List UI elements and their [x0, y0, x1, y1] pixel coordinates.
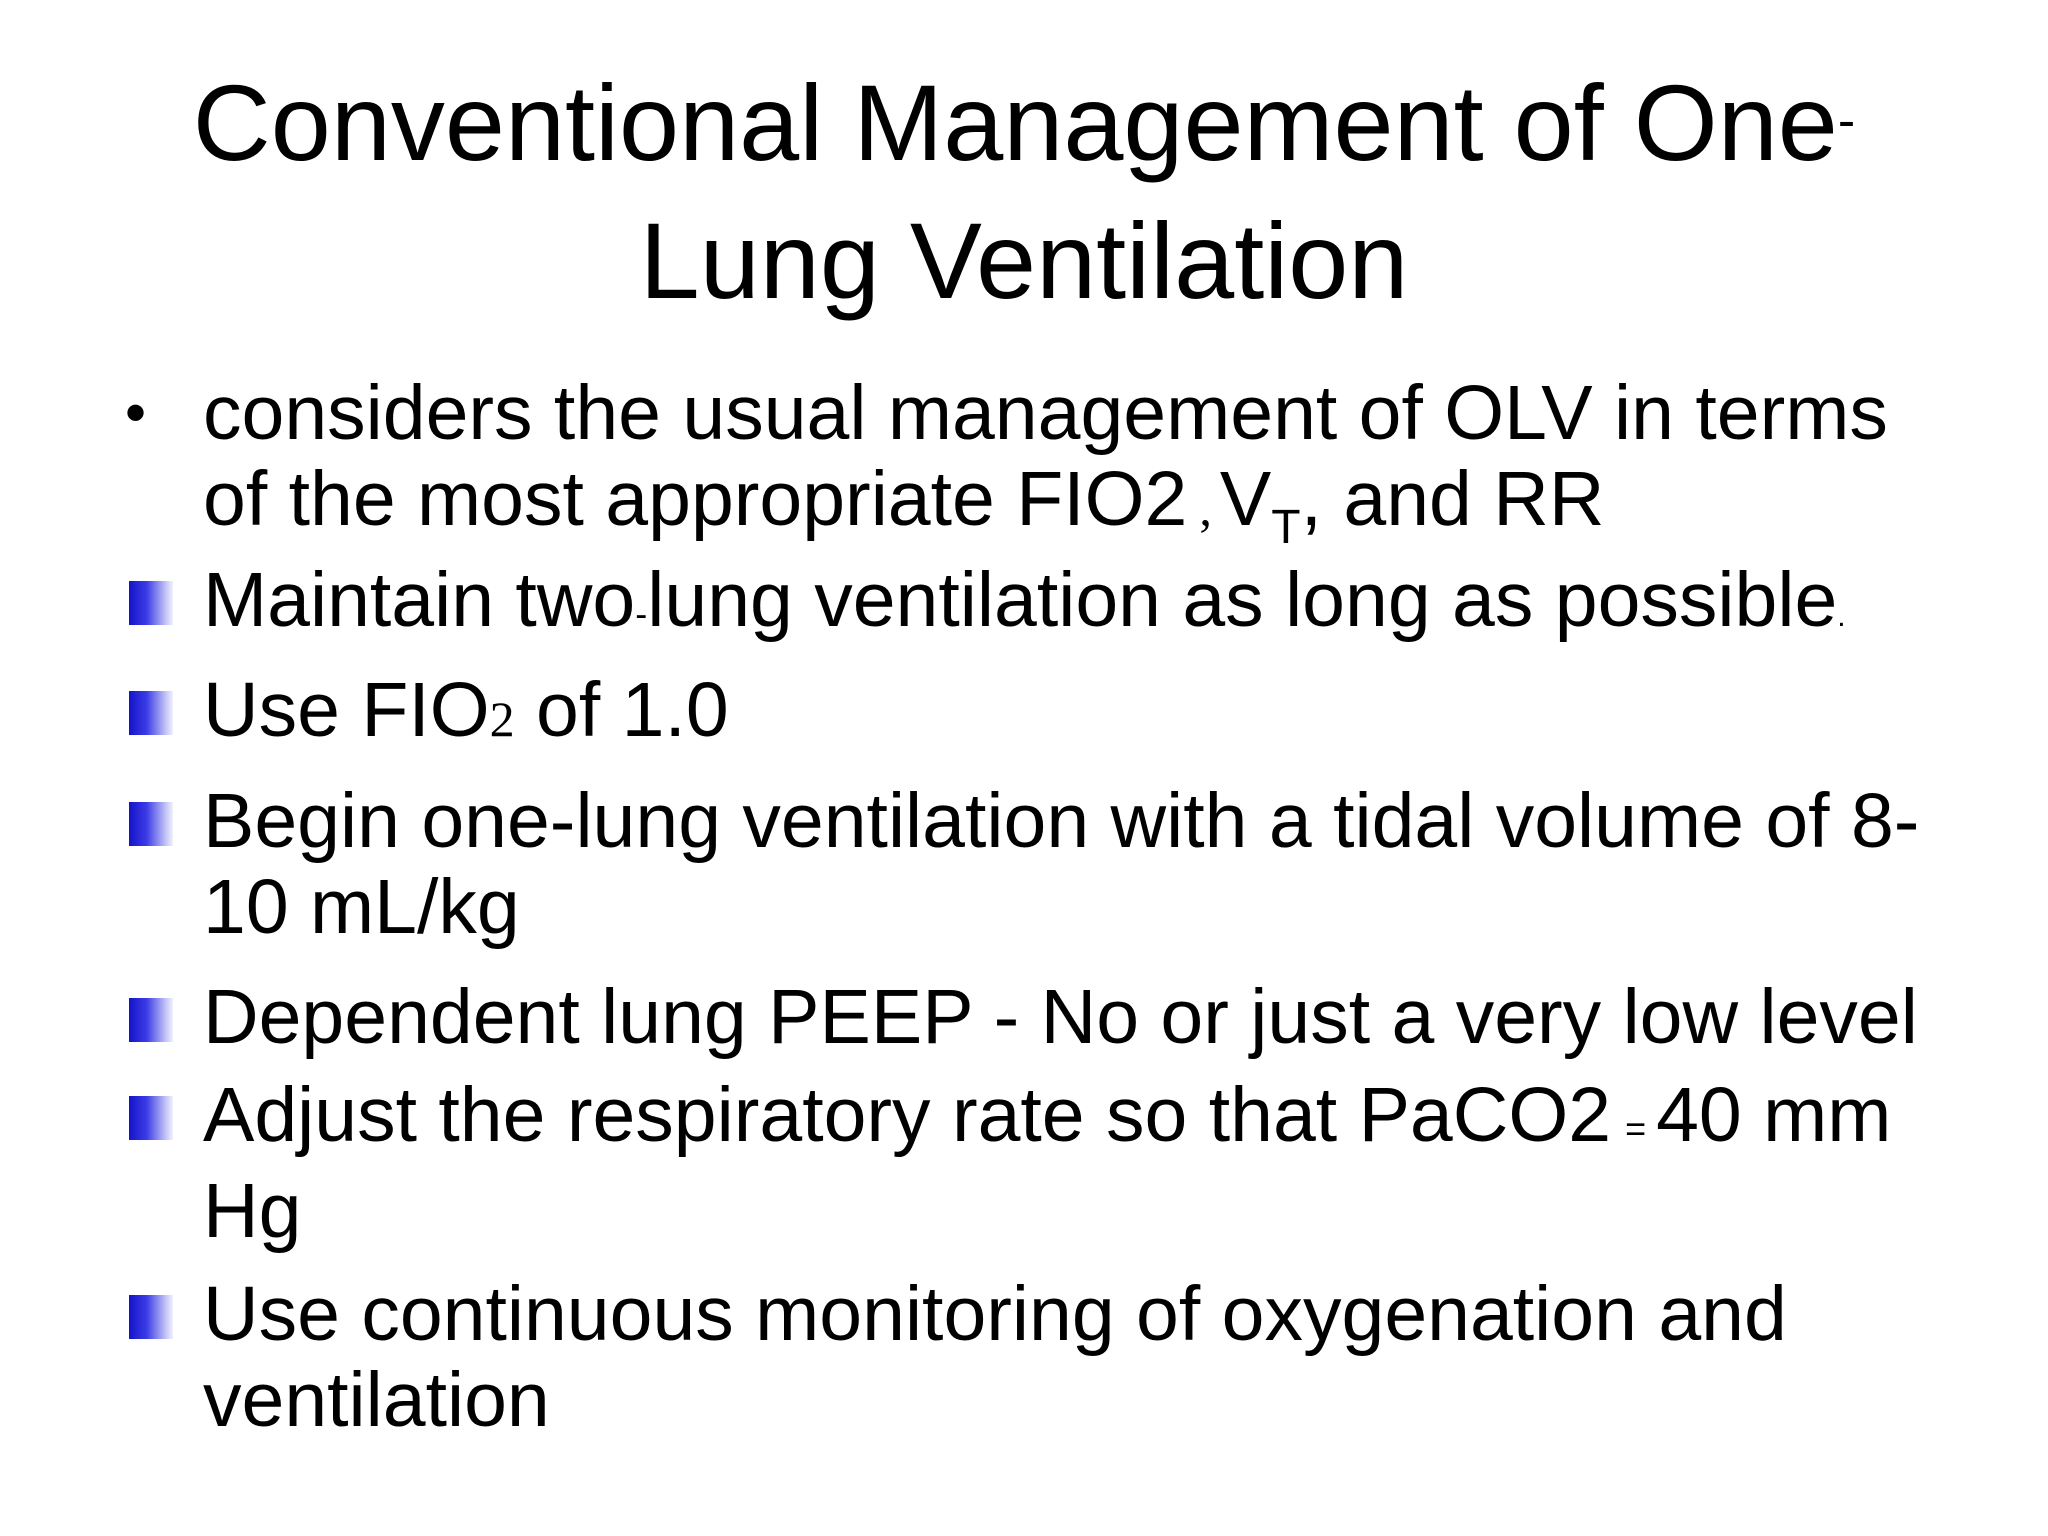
bullet-6-line-1 [203, 1072, 2033, 1172]
bullet-7-line-1: Use continuous monitoring of oxygenation and [203, 1271, 1787, 1357]
title-text-1: Conventional Management of One [192, 62, 1838, 183]
bullet-3-text-b: of 1.0 [514, 667, 729, 753]
square-bullet-icon [129, 998, 173, 1042]
bullet-2-dash: - [635, 593, 648, 634]
title-line-2: Lung Ventilation [639, 200, 1409, 321]
bullet-2-line-1 [203, 557, 2033, 660]
bullet-6-line-2: Hg [203, 1168, 302, 1254]
bullet-3-text-a: Use FIO [203, 667, 490, 753]
square-bullet-icon [129, 1096, 173, 1140]
bullet-6-text-a: Adjust the respiratory rate so that PaCO2 [203, 1072, 1612, 1158]
bullet-2-text-a: Maintain two [203, 557, 636, 643]
square-bullet-icon [129, 802, 173, 846]
bullet-6-equals: = [1625, 1108, 1647, 1149]
bullet-1-line-1: considers the usual management of OLV in terms [203, 370, 1888, 456]
bullet-1-text-b: , and RR [1300, 456, 1605, 542]
bullet-1-comma: , [1199, 480, 1212, 536]
square-bullet-icon [129, 581, 173, 625]
square-bullet-icon [129, 691, 173, 735]
bullet-3-line-1 [203, 667, 2033, 762]
bullet-4-line-1: Begin one-lung ventilation with a tidal volume of 8- [203, 778, 1920, 864]
bullet-dot-icon: • [125, 379, 147, 446]
bullet-6-text-b: 40 mm [1656, 1072, 1892, 1158]
bullet-2-period: . [1837, 600, 1846, 633]
bullet-4-line-2: 10 mL/kg [203, 864, 520, 950]
bullet-1-line-2 [203, 456, 2033, 571]
title-dash: - [1837, 92, 1856, 150]
bullet-1-text-a: of the most appropriate FIO2 [203, 456, 1188, 542]
bullet-2-text-b: lung ventilation as long as possible [647, 557, 1838, 643]
title-line-1 [0, 52, 2048, 192]
bullet-3-sub: 2 [489, 691, 515, 747]
square-bullet-icon [129, 1295, 173, 1339]
bullet-1-sub: T [1271, 501, 1301, 554]
slide-title [0, 52, 2048, 330]
bullet-7-line-2: ventilation [203, 1357, 550, 1443]
bullet-1-v: V [1219, 456, 1272, 542]
bullet-5-line-1: Dependent lung PEEP - No or just a very low level [203, 974, 1918, 1060]
